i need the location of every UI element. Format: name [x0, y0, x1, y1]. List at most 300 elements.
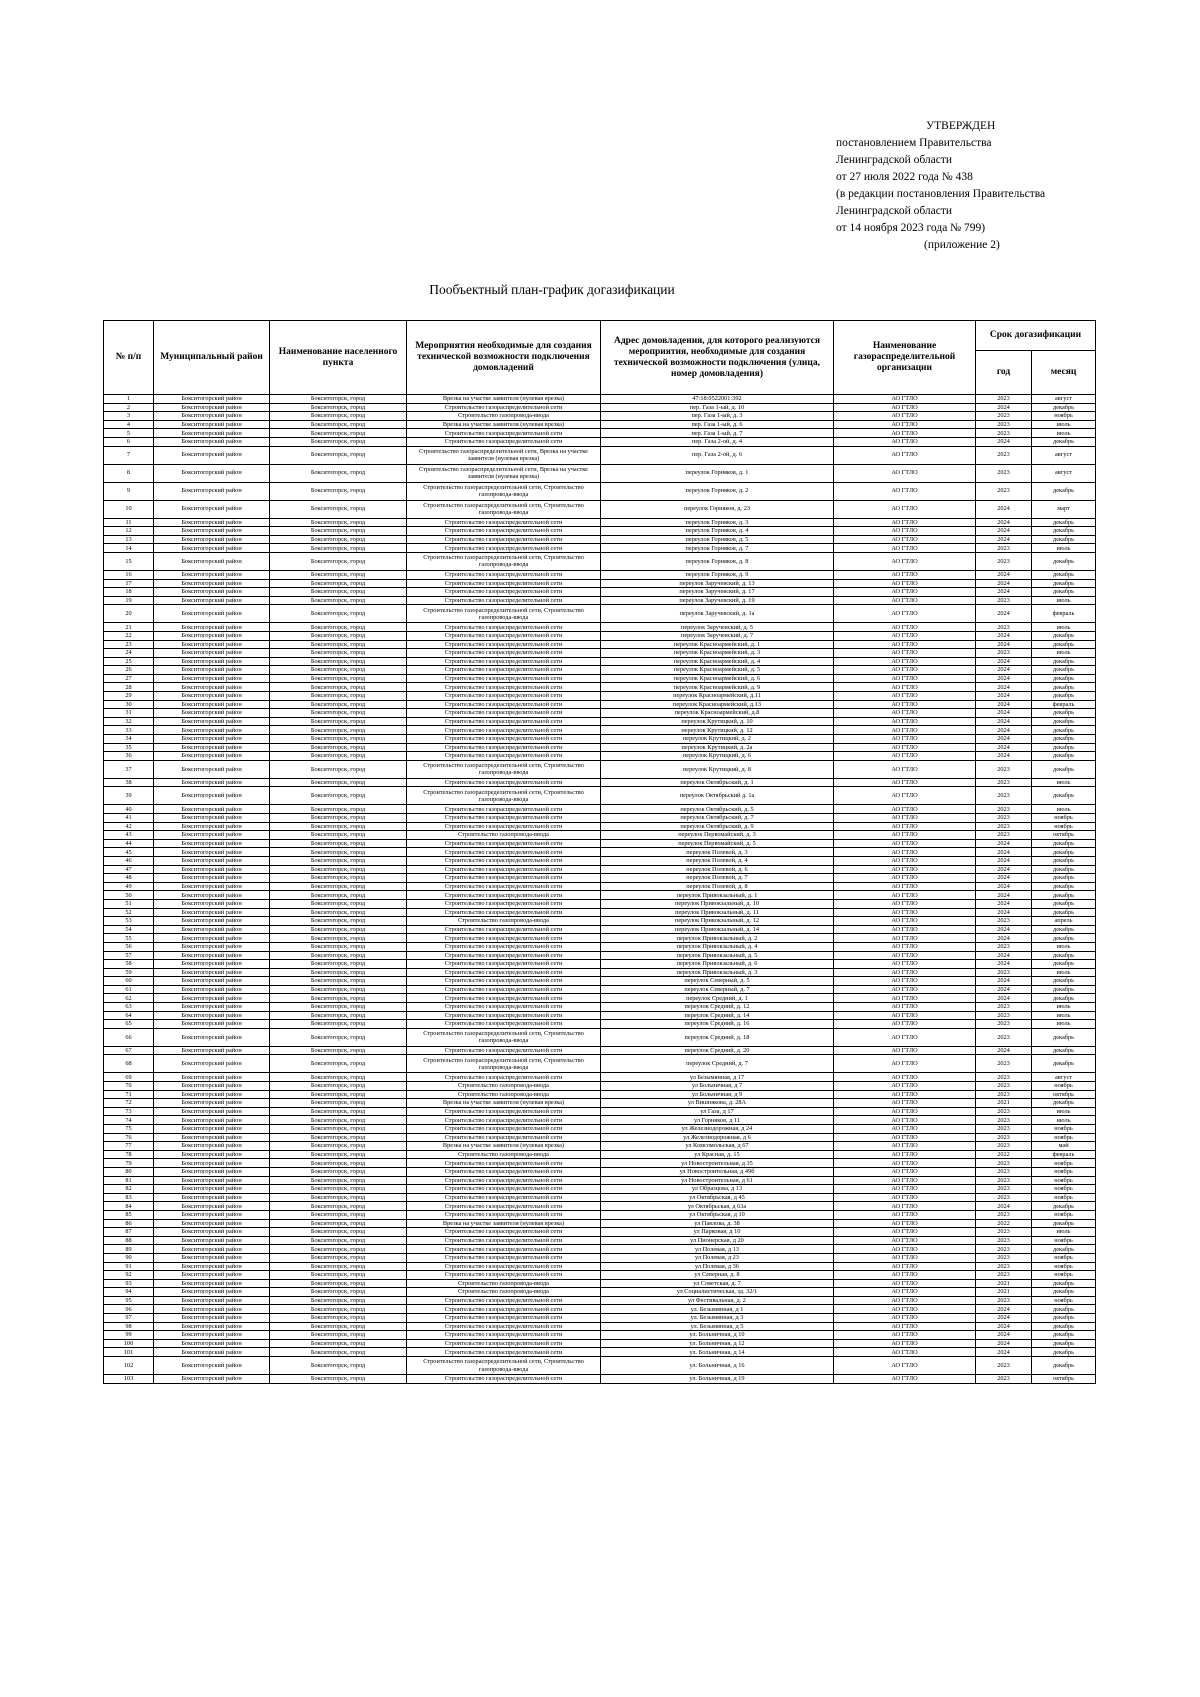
measures-cell: Строительство газораспределительной сети: [407, 544, 601, 553]
organization-cell: АО ГТЛО: [834, 1028, 976, 1046]
district-cell: Бокситогорский район: [154, 717, 270, 726]
locality-cell: Бокситогорск, город: [270, 1305, 407, 1314]
organization-cell: АО ГТЛО: [834, 674, 976, 683]
year-cell: 2024: [976, 692, 1032, 701]
district-cell: Бокситогорский район: [154, 1245, 270, 1254]
organization-cell: АО ГТЛО: [834, 527, 976, 536]
measures-cell: Строительство газораспределительной сети, Строительство газопровода-ввода: [407, 1028, 601, 1046]
organization-cell: АО ГТЛО: [834, 552, 976, 570]
address-cell: ул Полевая, д 23: [601, 1253, 834, 1262]
locality-cell: Бокситогорск, город: [270, 726, 407, 735]
district-cell: Бокситогорский район: [154, 1288, 270, 1297]
locality-cell: Бокситогорск, город: [270, 891, 407, 900]
address-cell: ул Октябрьская, д 10: [601, 1210, 834, 1219]
district-cell: Бокситогорский район: [154, 1028, 270, 1046]
year-cell: 2023: [976, 1357, 1032, 1375]
table-row: [104, 500, 1096, 518]
organization-cell: АО ГТЛО: [834, 848, 976, 857]
table-row: [104, 1142, 1096, 1151]
locality-cell: Бокситогорск, город: [270, 968, 407, 977]
month-cell: декабрь: [1032, 856, 1096, 865]
row-number: 53: [104, 917, 154, 926]
month-cell: декабрь: [1032, 977, 1096, 986]
table-row: [104, 1314, 1096, 1323]
measures-cell: Строительство газораспределительной сети: [407, 570, 601, 579]
year-cell: 2023: [976, 412, 1032, 421]
row-number: 81: [104, 1176, 154, 1185]
locality-cell: Бокситогорск, город: [270, 1003, 407, 1012]
table-row: [104, 778, 1096, 787]
address-cell: ул Полевая, д 36: [601, 1262, 834, 1271]
organization-cell: АО ГТЛО: [834, 500, 976, 518]
year-cell: 2023: [976, 429, 1032, 438]
month-cell: декабрь: [1032, 848, 1096, 857]
row-number: 1: [104, 395, 154, 404]
table-row: [104, 683, 1096, 692]
locality-cell: Бокситогорск, город: [270, 951, 407, 960]
month-cell: декабрь: [1032, 899, 1096, 908]
measures-cell: Строительство газораспределительной сети, Строительство газопровода-ввода: [407, 787, 601, 805]
row-number: 73: [104, 1107, 154, 1116]
table-row: [104, 692, 1096, 701]
table-row: [104, 726, 1096, 735]
year-cell: 2024: [976, 985, 1032, 994]
row-number: 37: [104, 760, 154, 778]
address-cell: ул Новостроительная, д 61: [601, 1176, 834, 1185]
district-cell: Бокситогорский район: [154, 631, 270, 640]
measures-cell: Строительство газораспределительной сети: [407, 1176, 601, 1185]
year-cell: 2024: [976, 882, 1032, 891]
year-cell: 2023: [976, 1090, 1032, 1099]
year-cell: 2024: [976, 726, 1032, 735]
table-row: [104, 518, 1096, 527]
district-cell: Бокситогорский район: [154, 412, 270, 421]
row-number: 43: [104, 831, 154, 840]
district-cell: Бокситогорский район: [154, 917, 270, 926]
measures-cell: Врезка на участке заявителя (нулевая врезка): [407, 420, 601, 429]
measures-cell: Строительство газораспределительной сети, Строительство газопровода-ввода: [407, 1357, 601, 1375]
district-cell: Бокситогорский район: [154, 596, 270, 605]
organization-cell: АО ГТЛО: [834, 717, 976, 726]
year-cell: 2023: [976, 1107, 1032, 1116]
organization-cell: АО ГТЛО: [834, 882, 976, 891]
district-cell: Бокситогорский район: [154, 623, 270, 632]
month-cell: декабрь: [1032, 985, 1096, 994]
organization-cell: АО ГТЛО: [834, 1305, 976, 1314]
table-row: [104, 1150, 1096, 1159]
address-cell: переулок Крутицкий, д. 10: [601, 717, 834, 726]
district-cell: Бокситогорский район: [154, 657, 270, 666]
address-cell: ул. Больничная, д 16: [601, 1357, 834, 1375]
year-cell: 2023: [976, 1271, 1032, 1280]
locality-cell: Бокситогорск, город: [270, 1271, 407, 1280]
measures-cell: Строительство газораспределительной сети: [407, 1133, 601, 1142]
address-cell: ул. Больничная, д 14: [601, 1348, 834, 1357]
district-cell: Бокситогорский район: [154, 1271, 270, 1280]
year-cell: 2024: [976, 579, 1032, 588]
row-number: 67: [104, 1046, 154, 1055]
address-cell: переулок Октябрьский, д. 9: [601, 822, 834, 831]
district-cell: Бокситогорский район: [154, 429, 270, 438]
organization-cell: АО ГТЛО: [834, 709, 976, 718]
address-cell: 47:18:0522001:392: [601, 395, 834, 404]
row-number: 79: [104, 1159, 154, 1168]
organization-cell: АО ГТЛО: [834, 1011, 976, 1020]
year-cell: 2023: [976, 1296, 1032, 1305]
month-cell: ноябрь: [1032, 1253, 1096, 1262]
year-cell: 2023: [976, 1055, 1032, 1073]
address-cell: ул Парковая, д 10: [601, 1228, 834, 1237]
row-number: 23: [104, 640, 154, 649]
organization-cell: АО ГТЛО: [834, 1375, 976, 1384]
year-cell: 2023: [976, 1073, 1032, 1082]
address-cell: переулок Средний, д. 20: [601, 1046, 834, 1055]
approval-line: (в редакции постановления Правительства: [836, 188, 1046, 200]
row-number: 18: [104, 588, 154, 597]
address-cell: переулок Средний, д. 7: [601, 1055, 834, 1073]
month-cell: ноябрь: [1032, 1133, 1096, 1142]
organization-cell: АО ГТЛО: [834, 640, 976, 649]
header-district: Муниципальный район: [154, 321, 270, 395]
locality-cell: Бокситогорск, город: [270, 1279, 407, 1288]
header-month: месяц: [1032, 351, 1096, 395]
row-number: 93: [104, 1279, 154, 1288]
month-cell: декабрь: [1032, 1339, 1096, 1348]
locality-cell: Бокситогорск, город: [270, 666, 407, 675]
year-cell: 2024: [976, 1046, 1032, 1055]
row-number: 34: [104, 735, 154, 744]
address-cell: переулок Привокзальный, д. 2: [601, 934, 834, 943]
address-cell: ул. Больничная, д 10: [601, 1331, 834, 1340]
year-cell: 2024: [976, 403, 1032, 412]
row-number: 78: [104, 1150, 154, 1159]
locality-cell: Бокситогорск, город: [270, 552, 407, 570]
month-cell: декабрь: [1032, 437, 1096, 446]
table-row: [104, 882, 1096, 891]
month-cell: декабрь: [1032, 640, 1096, 649]
row-number: 26: [104, 666, 154, 675]
year-cell: 2023: [976, 942, 1032, 951]
measures-cell: Строительство газораспределительной сети, Врезка на участке заявителя (нулевая врезка): [407, 464, 601, 482]
locality-cell: Бокситогорск, город: [270, 1020, 407, 1029]
measures-cell: Строительство газораспределительной сети: [407, 429, 601, 438]
table-row: [104, 1357, 1096, 1375]
measures-cell: Строительство газораспределительной сети: [407, 1107, 601, 1116]
locality-cell: Бокситогорск, город: [270, 1288, 407, 1297]
district-cell: Бокситогорский район: [154, 1125, 270, 1134]
locality-cell: Бокситогорск, город: [270, 848, 407, 857]
table-row: [104, 403, 1096, 412]
locality-cell: Бокситогорск, город: [270, 1331, 407, 1340]
row-number: 14: [104, 544, 154, 553]
table-row: [104, 1176, 1096, 1185]
address-cell: пер. Газа 2-ой, д. 4: [601, 437, 834, 446]
organization-cell: АО ГТЛО: [834, 1116, 976, 1125]
district-cell: Бокситогорский район: [154, 482, 270, 500]
year-cell: 2024: [976, 605, 1032, 623]
measures-cell: Строительство газораспределительной сети: [407, 951, 601, 960]
organization-cell: АО ГТЛО: [834, 1099, 976, 1108]
locality-cell: Бокситогорск, город: [270, 934, 407, 943]
district-cell: Бокситогорский район: [154, 1219, 270, 1228]
row-number: 96: [104, 1305, 154, 1314]
address-cell: ул Больничная, д 9: [601, 1090, 834, 1099]
year-cell: 2023: [976, 1133, 1032, 1142]
district-cell: Бокситогорский район: [154, 692, 270, 701]
table-row: [104, 1125, 1096, 1134]
month-cell: декабрь: [1032, 1046, 1096, 1055]
month-cell: декабрь: [1032, 1055, 1096, 1073]
row-number: 4: [104, 420, 154, 429]
table-row: [104, 994, 1096, 1003]
district-cell: Бокситогорский район: [154, 831, 270, 840]
table-row: [104, 925, 1096, 934]
district-cell: Бокситогорский район: [154, 1159, 270, 1168]
month-cell: июль: [1032, 968, 1096, 977]
address-cell: ул. Больничная, д 19: [601, 1375, 834, 1384]
address-cell: переулок Привокзальный, д. 6: [601, 960, 834, 969]
month-cell: июль: [1032, 596, 1096, 605]
district-cell: Бокситогорский район: [154, 1020, 270, 1029]
address-cell: переулок Октябрьский, д. 1: [601, 778, 834, 787]
table-row: [104, 814, 1096, 823]
table-row: [104, 977, 1096, 986]
district-cell: Бокситогорский район: [154, 882, 270, 891]
row-number: 28: [104, 683, 154, 692]
row-number: 92: [104, 1271, 154, 1280]
measures-cell: Строительство газораспределительной сети: [407, 778, 601, 787]
row-number: 87: [104, 1228, 154, 1237]
year-cell: 2023: [976, 623, 1032, 632]
measures-cell: Строительство газораспределительной сети, Строительство газопровода-ввода: [407, 500, 601, 518]
organization-cell: АО ГТЛО: [834, 1339, 976, 1348]
year-cell: 2023: [976, 968, 1032, 977]
district-cell: Бокситогорский район: [154, 814, 270, 823]
approval-line: от 14 ноября 2023 года № 799): [836, 222, 986, 234]
district-cell: Бокситогорский район: [154, 805, 270, 814]
document-title: Пообъектный план-график догазификации: [429, 282, 675, 297]
locality-cell: Бокситогорск, город: [270, 1339, 407, 1348]
address-cell: переулок Привокзальный, д. 10: [601, 899, 834, 908]
organization-cell: АО ГТЛО: [834, 891, 976, 900]
table-row: [104, 917, 1096, 926]
district-cell: Бокситогорский район: [154, 925, 270, 934]
district-cell: Бокситогорский район: [154, 552, 270, 570]
row-number: 88: [104, 1236, 154, 1245]
district-cell: Бокситогорский район: [154, 579, 270, 588]
table-row: [104, 822, 1096, 831]
district-cell: Бокситогорский район: [154, 1107, 270, 1116]
year-cell: 2023: [976, 1185, 1032, 1194]
year-cell: 2024: [976, 848, 1032, 857]
organization-cell: АО ГТЛО: [834, 908, 976, 917]
district-cell: Бокситогорский район: [154, 1150, 270, 1159]
table-row: [104, 865, 1096, 874]
month-cell: декабрь: [1032, 1028, 1096, 1046]
measures-cell: Строительство газораспределительной сети, Строительство газопровода-ввода: [407, 552, 601, 570]
district-cell: Бокситогорский район: [154, 1090, 270, 1099]
month-cell: декабрь: [1032, 1245, 1096, 1254]
address-cell: ул Железнодорожная, д 6: [601, 1133, 834, 1142]
locality-cell: Бокситогорск, город: [270, 874, 407, 883]
month-cell: февраль: [1032, 1150, 1096, 1159]
year-cell: 2024: [976, 674, 1032, 683]
year-cell: 2023: [976, 778, 1032, 787]
district-cell: Бокситогорский район: [154, 856, 270, 865]
row-number: 35: [104, 743, 154, 752]
address-cell: ул Комсомольская, д 67: [601, 1142, 834, 1151]
year-cell: 2024: [976, 1314, 1032, 1323]
row-number: 5: [104, 429, 154, 438]
organization-cell: АО ГТЛО: [834, 1125, 976, 1134]
district-cell: Бокситогорский район: [154, 968, 270, 977]
organization-cell: АО ГТЛО: [834, 1046, 976, 1055]
district-cell: Бокситогорский район: [154, 752, 270, 761]
organization-cell: АО ГТЛО: [834, 934, 976, 943]
table-row: [104, 1055, 1096, 1073]
address-cell: переулок Заручевский, д. 7: [601, 631, 834, 640]
locality-cell: Бокситогорск, город: [270, 518, 407, 527]
table-row: [104, 1116, 1096, 1125]
measures-cell: Строительство газораспределительной сети: [407, 1262, 601, 1271]
address-cell: пер. Газа 2-ой, д. 6: [601, 446, 834, 464]
organization-cell: АО ГТЛО: [834, 899, 976, 908]
year-cell: 2023: [976, 464, 1032, 482]
month-cell: декабрь: [1032, 960, 1096, 969]
year-cell: 2023: [976, 917, 1032, 926]
address-cell: ул Октябрьская, д 63а: [601, 1202, 834, 1211]
address-cell: ул. Безымянная, д 5: [601, 1322, 834, 1331]
month-cell: август: [1032, 395, 1096, 404]
month-cell: декабрь: [1032, 683, 1096, 692]
row-number: 42: [104, 822, 154, 831]
month-cell: февраль: [1032, 700, 1096, 709]
locality-cell: Бокситогорск, город: [270, 544, 407, 553]
organization-cell: АО ГТЛО: [834, 446, 976, 464]
locality-cell: Бокситогорск, город: [270, 1357, 407, 1375]
district-cell: Бокситогорский район: [154, 934, 270, 943]
year-cell: 2023: [976, 805, 1032, 814]
year-cell: 2022: [976, 1150, 1032, 1159]
header-measures: Мероприятия необходимые для создания технической возможности подключения домовладений: [407, 321, 601, 395]
month-cell: декабрь: [1032, 882, 1096, 891]
year-cell: 2023: [976, 420, 1032, 429]
month-cell: ноябрь: [1032, 1236, 1096, 1245]
locality-cell: Бокситогорск, город: [270, 839, 407, 848]
year-cell: 2024: [976, 700, 1032, 709]
month-cell: декабрь: [1032, 482, 1096, 500]
row-number: 24: [104, 649, 154, 658]
address-cell: переулок Горняков, д. 9: [601, 570, 834, 579]
district-cell: Бокситогорский район: [154, 874, 270, 883]
locality-cell: Бокситогорск, город: [270, 1150, 407, 1159]
measures-cell: Строительство газопровода-ввода: [407, 1082, 601, 1091]
organization-cell: АО ГТЛО: [834, 856, 976, 865]
year-cell: 2024: [976, 994, 1032, 1003]
locality-cell: Бокситогорск, город: [270, 500, 407, 518]
address-cell: переулок Октябрьский д. 1а: [601, 787, 834, 805]
address-cell: ул Красная, д. 15: [601, 1150, 834, 1159]
locality-cell: Бокситогорск, город: [270, 683, 407, 692]
month-cell: декабрь: [1032, 874, 1096, 883]
district-cell: Бокситогорский район: [154, 908, 270, 917]
locality-cell: Бокситогорск, город: [270, 743, 407, 752]
district-cell: Бокситогорский район: [154, 1133, 270, 1142]
measures-cell: Строительство газораспределительной сети: [407, 666, 601, 675]
organization-cell: АО ГТЛО: [834, 631, 976, 640]
locality-cell: Бокситогорск, город: [270, 1202, 407, 1211]
table-row: [104, 1003, 1096, 1012]
locality-cell: Бокситогорск, город: [270, 1046, 407, 1055]
table-row: [104, 1020, 1096, 1029]
year-cell: 2024: [976, 683, 1032, 692]
organization-cell: АО ГТЛО: [834, 1219, 976, 1228]
header-organization: Наименование газораспределительной организации: [834, 321, 976, 395]
row-number: 66: [104, 1028, 154, 1046]
locality-cell: Бокситогорск, город: [270, 865, 407, 874]
row-number: 61: [104, 985, 154, 994]
measures-cell: Строительство газораспределительной сети: [407, 657, 601, 666]
locality-cell: Бокситогорск, город: [270, 527, 407, 536]
organization-cell: АО ГТЛО: [834, 1279, 976, 1288]
measures-cell: Строительство газораспределительной сети, Строительство газопровода-ввода: [407, 1055, 601, 1073]
year-cell: 2024: [976, 709, 1032, 718]
locality-cell: Бокситогорск, город: [270, 605, 407, 623]
address-cell: ул Новостроительная, д 49б: [601, 1167, 834, 1176]
organization-cell: АО ГТЛО: [834, 1357, 976, 1375]
month-cell: март: [1032, 500, 1096, 518]
district-cell: Бокситогорский район: [154, 1322, 270, 1331]
year-cell: 2023: [976, 1028, 1032, 1046]
month-cell: декабрь: [1032, 925, 1096, 934]
locality-cell: Бокситогорск, город: [270, 1253, 407, 1262]
table-row: [104, 429, 1096, 438]
row-number: 90: [104, 1253, 154, 1262]
district-cell: Бокситогорский район: [154, 977, 270, 986]
locality-cell: Бокситогорск, город: [270, 977, 407, 986]
address-cell: переулок Горняков, д. 4: [601, 527, 834, 536]
month-cell: ноябрь: [1032, 1082, 1096, 1091]
measures-cell: Строительство газораспределительной сети: [407, 1236, 601, 1245]
measures-cell: Строительство газораспределительной сети: [407, 535, 601, 544]
organization-cell: АО ГТЛО: [834, 1228, 976, 1237]
organization-cell: АО ГТЛО: [834, 535, 976, 544]
district-cell: Бокситогорский район: [154, 1357, 270, 1375]
year-cell: 2024: [976, 588, 1032, 597]
organization-cell: АО ГТЛО: [834, 874, 976, 883]
table-row: [104, 1245, 1096, 1254]
organization-cell: АО ГТЛО: [834, 1003, 976, 1012]
address-cell: ул Железнодорожная, д 24: [601, 1125, 834, 1134]
row-number: 48: [104, 874, 154, 883]
row-number: 85: [104, 1210, 154, 1219]
row-number: 47: [104, 865, 154, 874]
row-number: 99: [104, 1331, 154, 1340]
measures-cell: Строительство газораспределительной сети: [407, 874, 601, 883]
measures-cell: Строительство газораспределительной сети: [407, 1348, 601, 1357]
measures-cell: Строительство газораспределительной сети: [407, 994, 601, 1003]
year-cell: 2023: [976, 1210, 1032, 1219]
measures-cell: Строительство газораспределительной сети: [407, 925, 601, 934]
month-cell: ноябрь: [1032, 814, 1096, 823]
address-cell: переулок Красноармейский, д. 5: [601, 666, 834, 675]
table-row: [104, 657, 1096, 666]
measures-cell: Врезка на участке заявителя (нулевая врезка): [407, 395, 601, 404]
year-cell: 2023: [976, 787, 1032, 805]
row-number: 25: [104, 657, 154, 666]
approval-block: [836, 118, 1136, 254]
month-cell: декабрь: [1032, 717, 1096, 726]
